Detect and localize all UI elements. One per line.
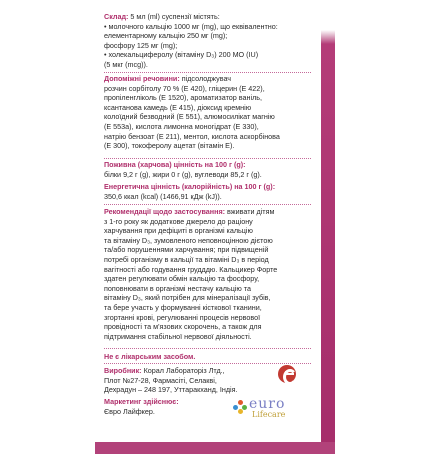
euro-dots-icon bbox=[233, 400, 247, 414]
lifecare-logo-word: Lifecare bbox=[252, 410, 286, 419]
marketing-text: Євро Лайфкер. bbox=[104, 406, 155, 416]
composition-item-vitamin-d3: • холекальциферолу (вітаміну D₃) 200 МО (IU) (5 мкг (mcg)). bbox=[104, 50, 259, 69]
marketing-heading: Маркетинг здійснює: bbox=[104, 397, 179, 406]
euro-lifecare-logo bbox=[233, 398, 318, 418]
magenta-bottom-band bbox=[95, 442, 335, 454]
energy-text: 350,6 ккал (kcal) (1466,91 кДж (kJ)). bbox=[104, 191, 222, 201]
manufacturer-section bbox=[104, 366, 284, 395]
divider bbox=[104, 204, 311, 205]
composition-heading: Склад: bbox=[104, 12, 129, 21]
divider bbox=[104, 158, 311, 159]
not-a-medicine-warning: Не є лікарським засобом. bbox=[104, 352, 196, 361]
nutrition-heading: Поживна (харчова) цінність на 100 г (g): bbox=[104, 160, 246, 169]
nutrition-section bbox=[104, 160, 316, 179]
divider bbox=[104, 363, 311, 364]
composition-item-phosphorus: фосфору 125 мг (mg); bbox=[104, 40, 178, 50]
energy-section bbox=[104, 182, 316, 201]
recommendations-section bbox=[104, 207, 316, 341]
marketing-section bbox=[104, 397, 244, 416]
coral-labs-logo-bar bbox=[285, 373, 294, 375]
energy-heading: Енергетична цінність (калорійність) на 100 г (g): bbox=[104, 182, 276, 191]
composition-item-calcium: • молочного кальцію 1000 мг (mg), що еквівалентно: елементарному кальцію 250 мг (mg); bbox=[104, 21, 278, 41]
divider bbox=[104, 72, 311, 73]
excipients-heading: Допоміжні речовини: bbox=[104, 74, 180, 83]
composition-lead: 5 мл (ml) суспензії містять: bbox=[128, 12, 220, 21]
magenta-side-stripe bbox=[321, 0, 335, 454]
manufacturer-text: Корал Лабораторіз Лтд., Плот №27-28, Фармасіті, Селаквi, Дехрадун – 248 197, Уттаракханд, Індія. bbox=[104, 366, 238, 395]
excipients-text: підсолоджувач розчин сорбітолу 70 % (Е 420), гліцерин (Е 422), пропіленгліколь (Е 1520), ароматизатор ваніль, ксантанова камедь (Е 415), діоксид кремнію колоїдний безводний (Е 551), алюмосилікат магнію (Е 553а), кислота лимонна моногідрат (Е 330), натрію бензоат (Е 211), ментол, кислота аскорбінова (Е 300), токоферолу ацетат (вітамін Е). bbox=[104, 74, 280, 151]
divider bbox=[104, 348, 311, 349]
composition-section bbox=[104, 12, 316, 70]
euro-logo-word: euro bbox=[249, 396, 286, 412]
excipients-section bbox=[104, 74, 316, 151]
background-right bbox=[335, 0, 428, 454]
nutrition-text: білки 9,2 г (g), жири 0 г (g), вуглеводи 85,2 г (g). bbox=[104, 169, 262, 179]
background-left bbox=[0, 0, 95, 454]
recommendations-heading: Рекомендації щодо застосування: bbox=[104, 207, 226, 216]
recommendations-text: вживати дітям з 1-го року як додаткове джерело до раціону харчування при дефіциті в організмі кальцію та вітаміну D₃, зумовленого неповноцінною дієтою та/або порушеннями харчування; при підвищеній потребі організму в кальції та вітаміні D₃ в період вагітності або годування грудддю. Кальцикер Форте здатен регулювати обмін кальцію та фосфору, поповнювати в організмі нестачу кальцію та вітаміну D₃, який потрібен для мінералізації зубів, та бере участь у формуванні кісткової тканини, згортанні крові, регулюванні процесів нервової провідності та м'язових скорочень, а також для підтримання стабільної нервової діяльності. bbox=[104, 207, 278, 341]
manufacturer-heading: Виробник: bbox=[104, 366, 142, 375]
